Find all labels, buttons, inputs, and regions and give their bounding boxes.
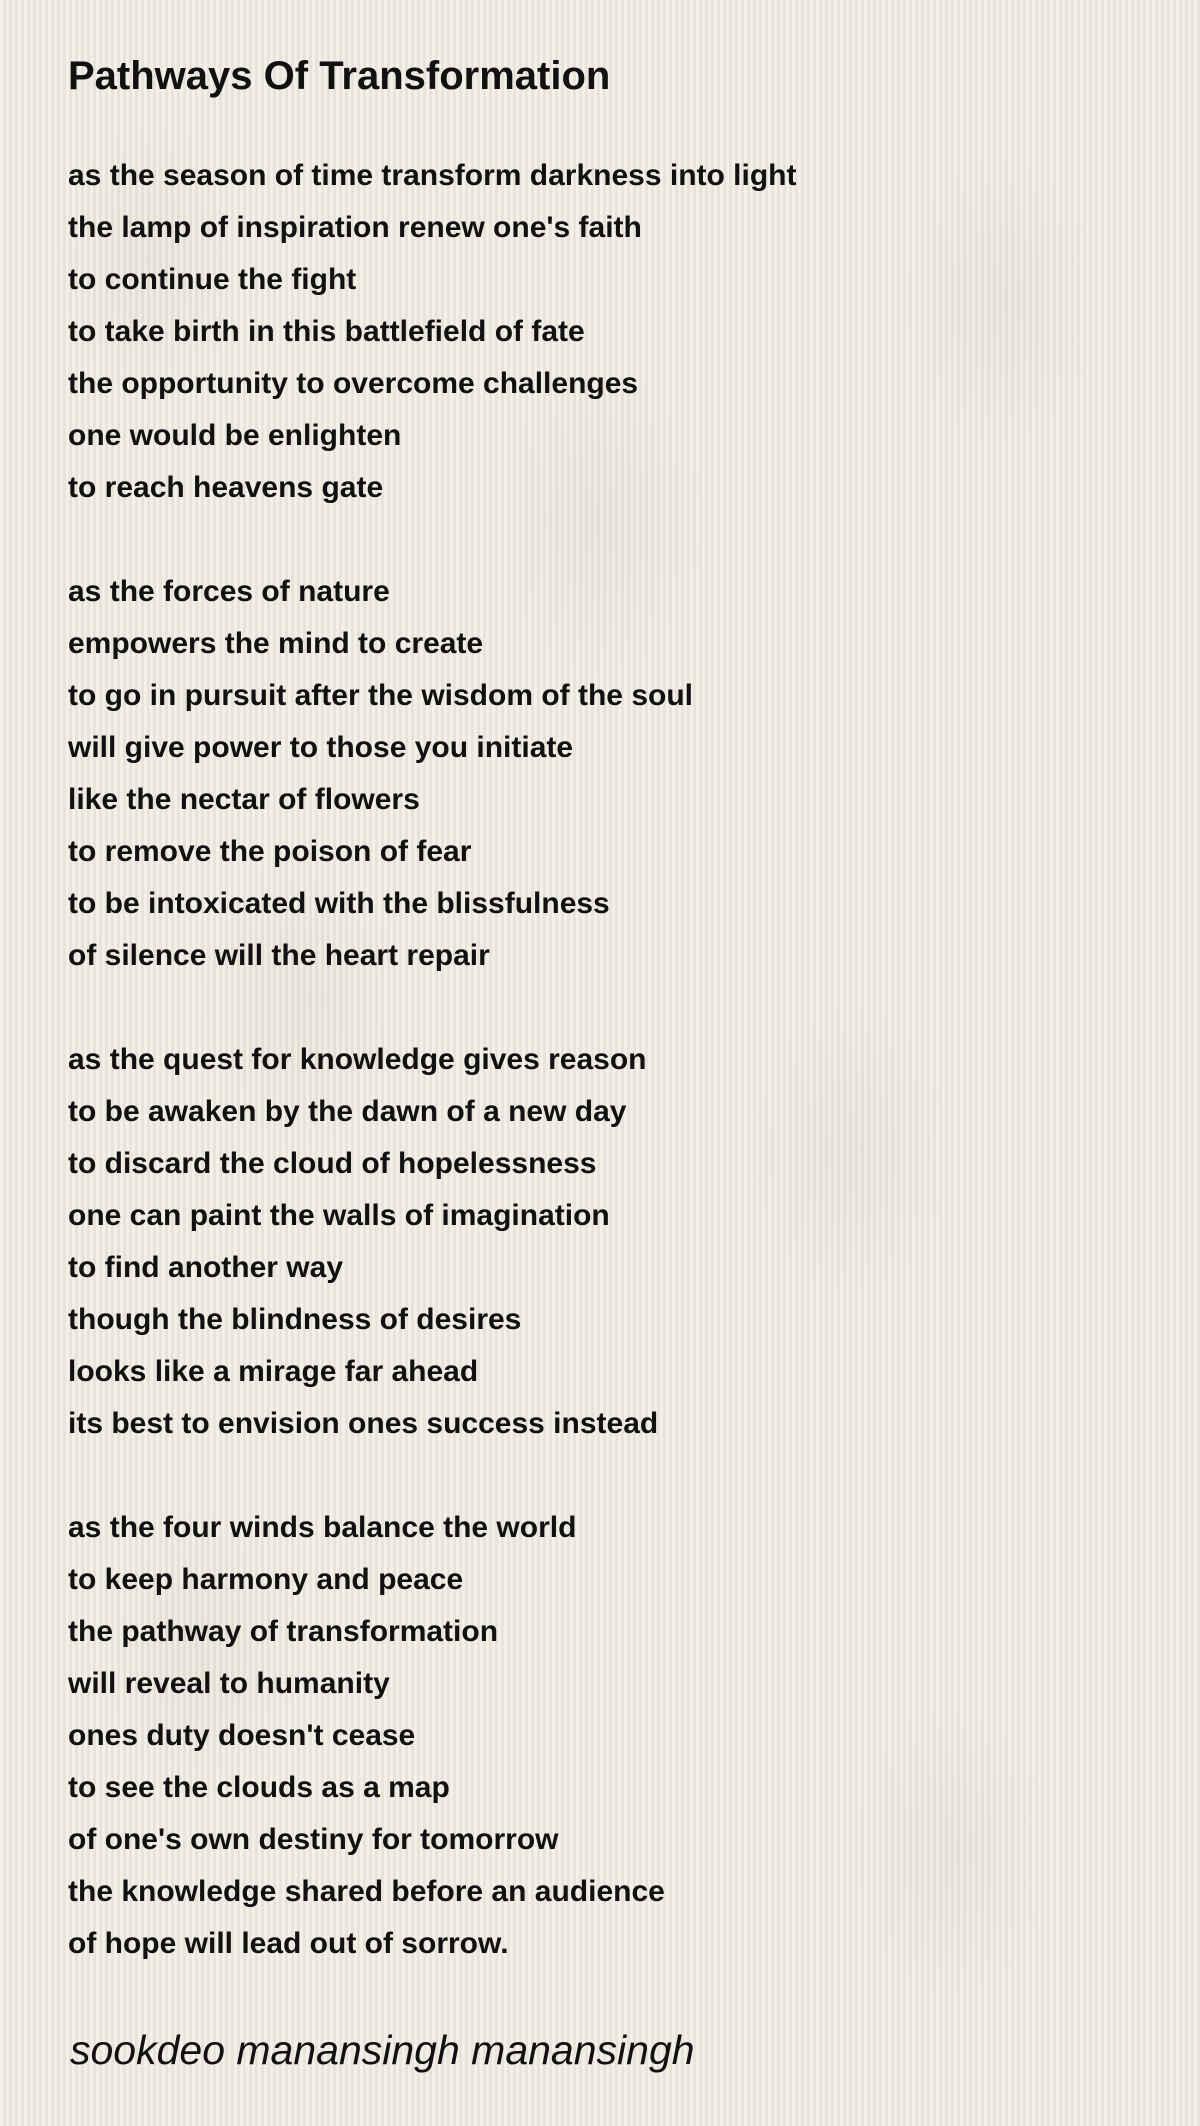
stanza-3 [68, 1034, 1148, 1450]
stanza-2 [68, 566, 1148, 982]
poem-line: to be intoxicated with the blissfulness [68, 887, 610, 920]
poem-author: sookdeo manansingh manansingh [70, 2027, 695, 2073]
poem-line: to be awaken by the dawn of a new day [68, 1095, 627, 1128]
poem-line: the lamp of inspiration renew one's faith [68, 211, 642, 244]
poem-line: to find another way [68, 1251, 344, 1284]
poem-title: Pathways Of Transformation [68, 54, 611, 98]
poem-line: to reach heavens gate [68, 471, 384, 504]
stanza-1 [68, 150, 1148, 514]
poem-line: to go in pursuit after the wisdom of the soul [68, 679, 693, 712]
poem-line: like the nectar of flowers [68, 783, 420, 816]
poem-line: as the forces of nature [68, 575, 390, 608]
poem-line: to continue the fight [68, 263, 357, 296]
poem-line: will give power to those you initiate [68, 731, 574, 764]
poem-line: though the blindness of desires [68, 1303, 522, 1336]
poem-line: one can paint the walls of imagination [68, 1199, 610, 1232]
poem-line: the pathway of transformation [68, 1615, 499, 1648]
poem-line: one would be enlighten [68, 419, 402, 452]
poem-line: to see the clouds as a map [68, 1771, 450, 1804]
poem-line: will reveal to humanity [68, 1667, 390, 1700]
poem-line: to keep harmony and peace [68, 1563, 464, 1596]
poem-line: as the quest for knowledge gives reason [68, 1043, 647, 1076]
poem-line: as the season of time transform darkness into light [68, 159, 797, 192]
poem-line: of hope will lead out of sorrow. [68, 1927, 509, 1960]
poem-line: empowers the mind to create [68, 627, 484, 660]
poem-page [68, 48, 1148, 1970]
poem-line: ones duty doesn't cease [68, 1719, 416, 1752]
poem-line: to take birth in this battlefield of fate [68, 315, 585, 348]
poem-line: the knowledge shared before an audience [68, 1875, 665, 1908]
poem-line: to remove the poison of fear [68, 835, 472, 868]
poem-line: of one's own destiny for tomorrow [68, 1823, 559, 1856]
poem-line: the opportunity to overcome challenges [68, 367, 639, 400]
poem-line: as the four winds balance the world [68, 1511, 577, 1544]
poem-line: looks like a mirage far ahead [68, 1355, 479, 1388]
poem-line: its best to envision ones success instead [68, 1407, 659, 1440]
poem-line: of silence will the heart repair [68, 939, 490, 972]
poem-line: to discard the cloud of hopelessness [68, 1147, 597, 1180]
stanza-4 [68, 1502, 1148, 1970]
